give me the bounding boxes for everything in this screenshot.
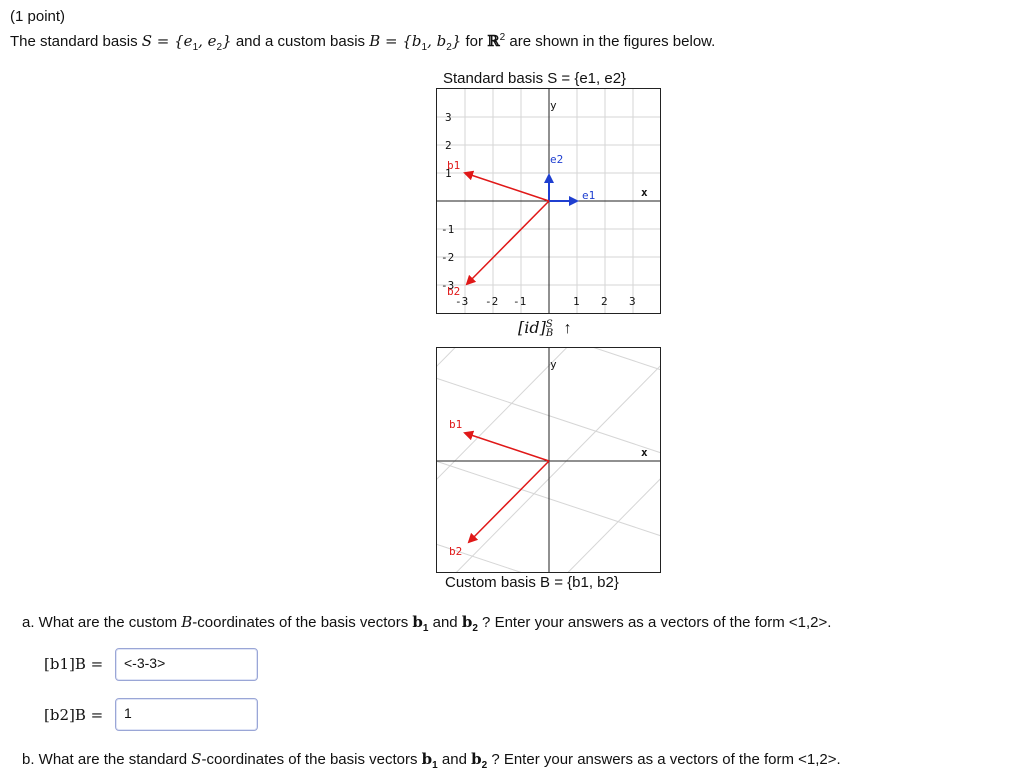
b1-vector (465, 173, 549, 201)
answer-b1-input[interactable]: <-3-3> (115, 648, 258, 681)
points-label: (1 point) (10, 8, 66, 25)
qb-and: and (437, 751, 472, 768)
x-tick-1: 1 (573, 295, 580, 308)
custom-basis-plot (437, 348, 660, 572)
x-axis-label: x (641, 186, 648, 199)
intro-text-a: The standard basis (10, 33, 142, 50)
y-tick-3: 3 (445, 111, 452, 124)
answer-b1-label: [b1]B = (44, 655, 104, 673)
qa-text-c: ? Enter your answers as a vectors of the form <1,2>. (477, 614, 832, 631)
qb-text-a: b. What are the standard (22, 751, 192, 768)
qa-text-a: a. What are the custom (22, 614, 182, 631)
intro-b-sub2: 2 (446, 42, 452, 53)
qb-b1: b (421, 750, 433, 768)
y-axis-label: y (550, 99, 557, 112)
qa-b2: b (461, 613, 473, 631)
y-tick-neg2: -2 (441, 251, 455, 264)
x-tick-neg3: -3 (455, 295, 469, 308)
answer-b2-input[interactable]: 1 (115, 698, 258, 731)
qa-b1-sub: 1 (422, 623, 429, 634)
custom-y-axis-label: y (550, 358, 557, 371)
x-tick-3: 3 (629, 295, 636, 308)
e1-label: e1 (582, 189, 596, 202)
b1-label: b1 (447, 159, 461, 172)
intro-close: } (222, 32, 232, 50)
custom-b1-vector (465, 433, 549, 461)
intro-comma2: , b (427, 32, 447, 50)
y-tick-2: 2 (445, 139, 452, 152)
qa-b1: b (412, 613, 423, 631)
qb-b2: b (471, 750, 482, 768)
top-figure-title: Standard basis S = {e1, e2} (443, 70, 627, 87)
intro-B-eq: B = {b (369, 32, 422, 50)
qa-B: B (181, 613, 193, 631)
question-a (22, 613, 831, 634)
intro-S-eq: S = {e (141, 32, 193, 50)
transform-id: [id] (518, 318, 546, 337)
b2-vector (467, 201, 549, 284)
qa-text-b: -coordinates of the basis vectors (192, 614, 413, 631)
x-tick-2: 2 (601, 295, 608, 308)
qb-b1-sub: 1 (432, 760, 438, 771)
qb-text-c: ? Enter your answers as a vectors of the form <1,2>. (487, 751, 841, 768)
intro-R: ℝ (487, 32, 500, 50)
intro-close2: } (451, 32, 462, 50)
transform-sub: B (545, 327, 554, 339)
b2-label: b2 (447, 285, 461, 298)
intro-text-d: are shown in the figures below. (505, 33, 716, 50)
intro-comma: , e (198, 32, 217, 50)
intro-R-sup: 2 (499, 32, 506, 43)
y-tick-neg1: -1 (441, 223, 455, 236)
qb-text-b: -coordinates of the basis vectors (201, 751, 422, 768)
custom-basis-figure (436, 347, 661, 573)
qa-and: and (428, 614, 462, 631)
intro-e-sub1: 1 (192, 42, 199, 53)
bottom-figure-title: Custom basis B = {b1, b2} (445, 574, 619, 591)
up-arrow-icon: ↑ (563, 320, 572, 337)
custom-x-axis-label: x (641, 446, 648, 459)
standard-basis-figure (436, 88, 661, 314)
y-tick-neg3: -3 (441, 279, 455, 292)
intro-b-sub1: 1 (421, 42, 428, 53)
e2-label: e2 (550, 153, 564, 166)
intro-e-sub2: 2 (216, 42, 223, 53)
x-tick-neg1: -1 (513, 295, 527, 308)
custom-b2-label: b2 (449, 545, 463, 558)
standard-basis-plot (437, 89, 660, 313)
intro-text-c: for (461, 33, 488, 50)
custom-b2-vector (469, 461, 549, 542)
question-b (22, 750, 841, 771)
qb-b2-sub: 2 (481, 760, 488, 771)
y-tick-1: 1 (445, 167, 452, 180)
intro-text (10, 32, 715, 53)
qb-S: S (191, 750, 202, 768)
custom-b1-label: b1 (449, 418, 463, 431)
x-tick-neg2: -2 (485, 295, 499, 308)
transform-sup: S (545, 318, 553, 330)
qa-b2-sub: 2 (472, 623, 478, 634)
intro-text-b: and a custom basis (231, 33, 370, 50)
transform-label (518, 318, 572, 338)
answer-b2-label: [b2]B = (44, 706, 104, 724)
